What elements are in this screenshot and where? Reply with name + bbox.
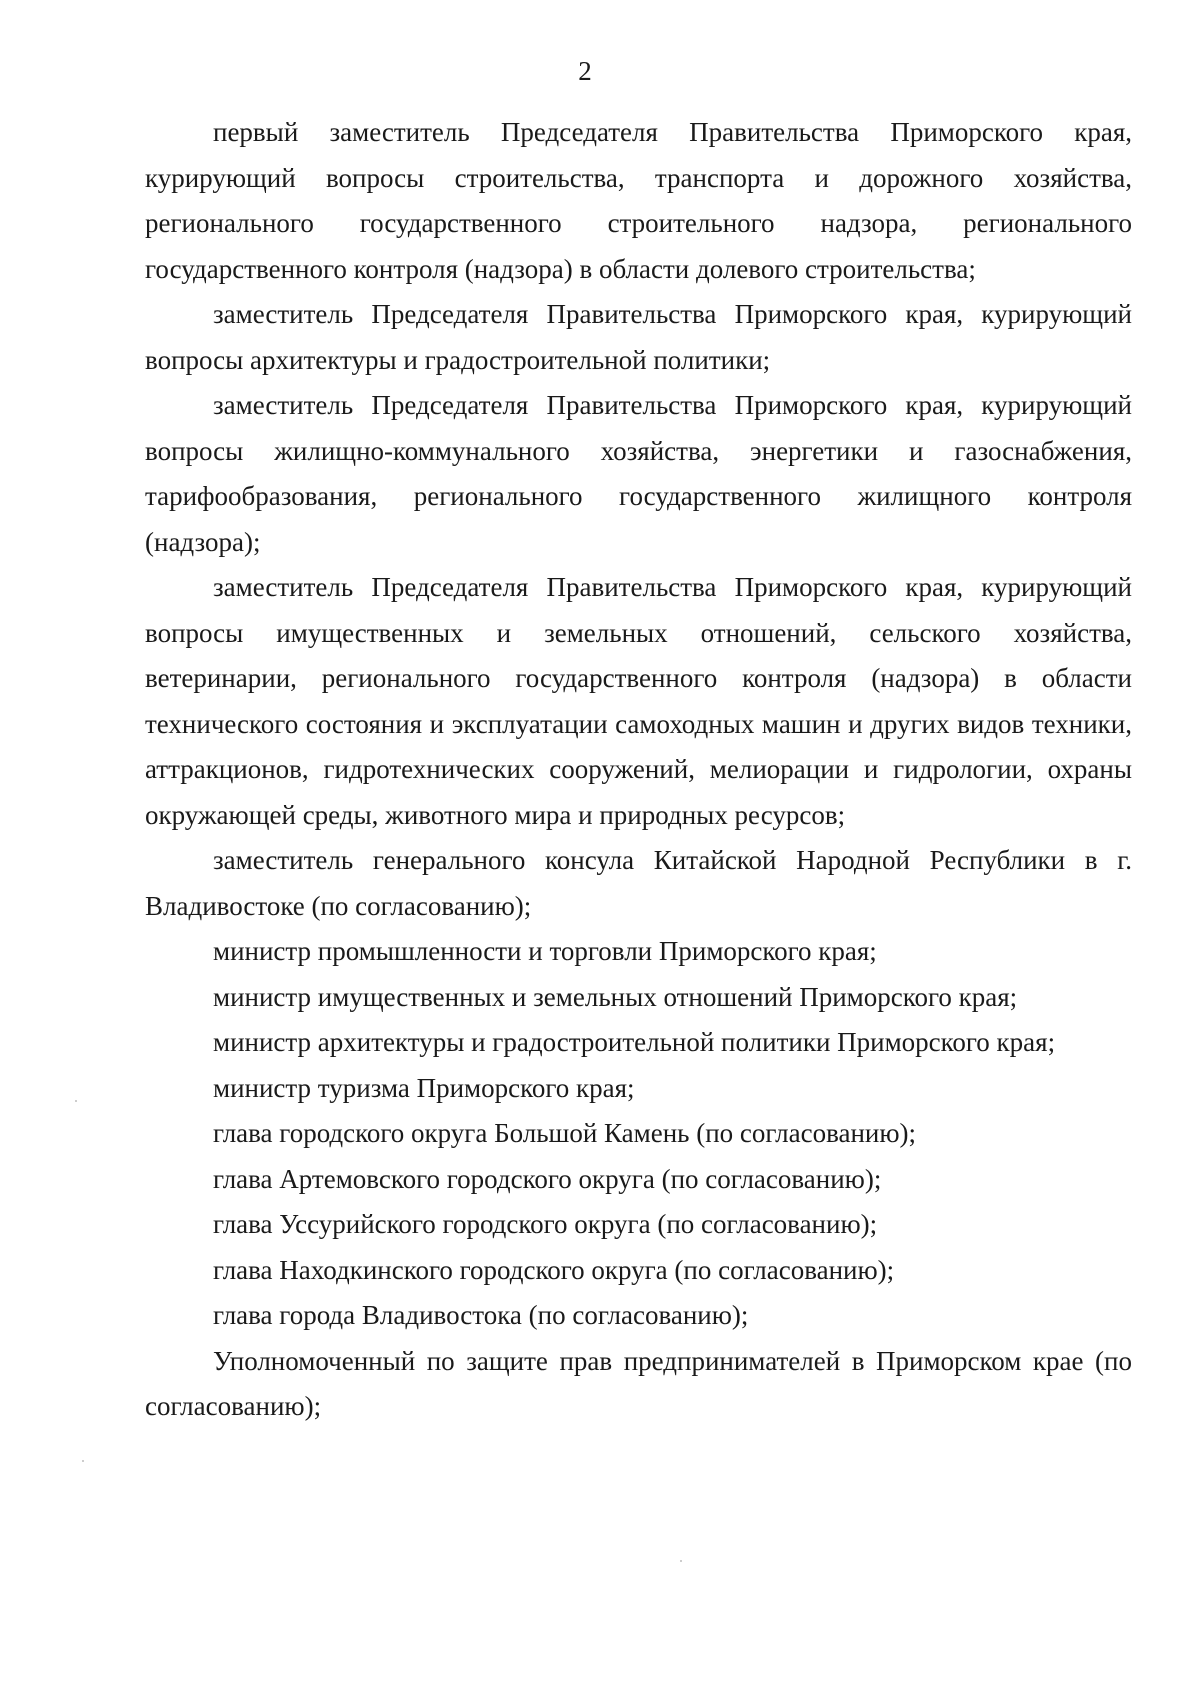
page-number: 2 (578, 56, 592, 86)
list-item-head-ussuriysk: глава Уссурийского городского округа (по согласованию); (213, 1209, 878, 1239)
scan-speck (82, 1460, 84, 1462)
list-item-head-nakhodka: глава Находкинского городского округа (по согласованию); (213, 1254, 895, 1285)
paragraph-deputy-property-land: заместитель Председателя Правительства Приморского края, курирующий вопросы имущественных и земельных отношений, сельского хозяйства, ветеринарии, регионального государственного контроля (надзора) в области технического состояния и эксплуатации самоходных машин и других видов техники, аттракционов, гидротехнических сооружений, мелиорации и гидрологии, охраны окружающей среды, животного мира и природных ресурсов; (145, 572, 1132, 830)
paragraph-deputy-consul-china: заместитель генерального консула Китайской Народной Республики в г. Владивостоке (по согласованию); (145, 845, 1132, 921)
list-item-minister-industry: министр промышленности и торговли Приморского края; (213, 936, 877, 966)
list-item-head-artem: глава Артемовского городского округа (по согласованию); (213, 1163, 882, 1194)
list-item-minister-tourism: министр туризма Приморского края; (213, 1072, 635, 1103)
paragraph-deputy-housing-utilities: заместитель Председателя Правительства Приморского края, курирующий вопросы жилищно-коммунального хозяйства, энергетики и газоснабжения, тарифообразования, регионального государственного жилищного контроля (надзора); (145, 390, 1132, 557)
scan-speck (75, 1100, 77, 1102)
document-body (145, 110, 1132, 1430)
list-item-minister-property: министр имущественных и земельных отношений Приморского края; (213, 981, 1018, 1012)
paragraph-business-ombudsman: Уполномоченный по защите прав предпринимателей в Приморском крае (по согласованию); (145, 1345, 1132, 1421)
list-item-minister-architecture: министр архитектуры и градостроительной политики Приморского края; (213, 1027, 1056, 1057)
list-item-head-bolshoy-kamen: глава городского округа Большой Камень (по согласованию); (213, 1118, 917, 1148)
scan-speck (680, 1560, 682, 1562)
paragraph-deputy-architecture: заместитель Председателя Правительства Приморского края, курирующий вопросы архитектуры и градостроительной политики; (145, 299, 1132, 375)
list-item-head-vladivostok: глава города Владивостока (по согласованию); (213, 1300, 749, 1330)
paragraph-first-deputy-construction: первый заместитель Председателя Правительства Приморского края, курирующий вопросы строительства, транспорта и дорожного хозяйства, регионального государственного строительного надзора, регионального государственного контроля (надзора) в области долевого строительства; (145, 117, 1132, 284)
